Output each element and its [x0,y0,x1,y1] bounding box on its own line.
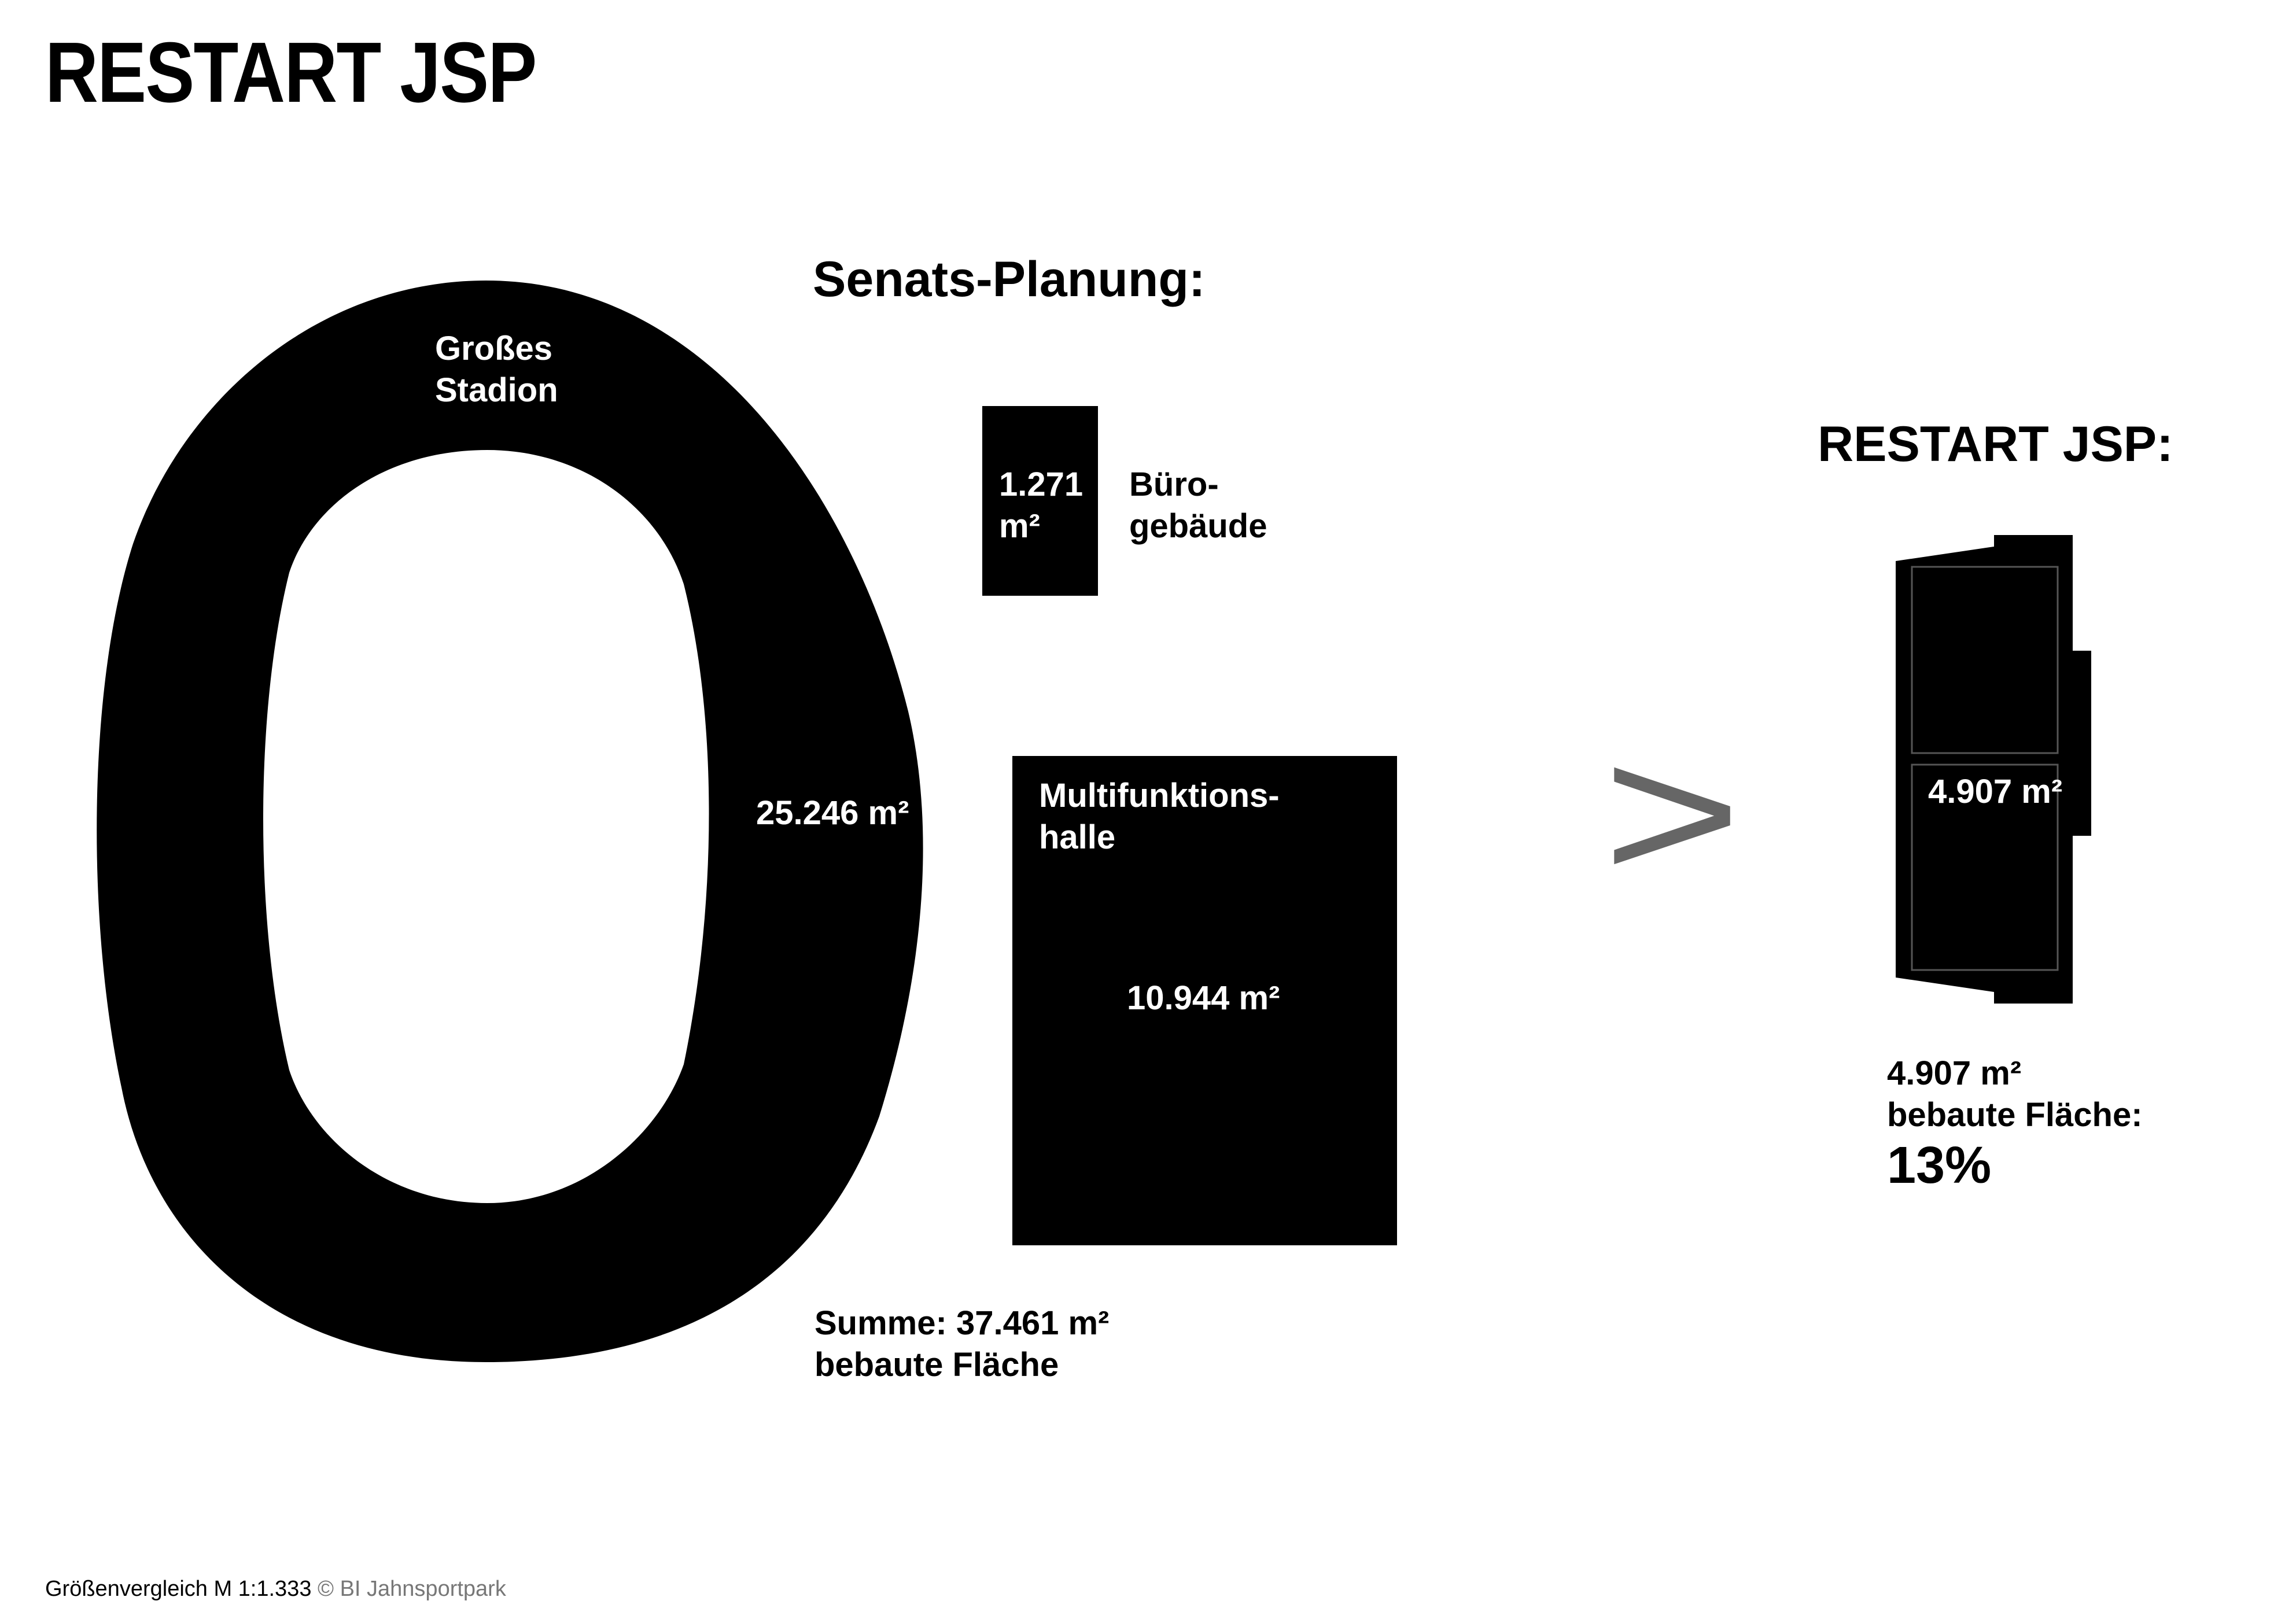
restart-percent: 13% [1887,1137,1992,1194]
restart-building [1896,535,2091,1004]
restart-heading: RESTART JSP: [1818,416,2173,472]
stadium-label [435,328,558,411]
office-area-line1: 1.271 [999,466,1083,503]
office-label-line1: Büro- [1129,466,1219,503]
office-area-line2: m² [999,507,1040,545]
greater-than-symbol: > [1602,706,1742,919]
hall-label [1039,775,1280,858]
stadium-label-line1: Großes [435,330,553,367]
restart-text-line2: bebaute Fläche: [1887,1096,2143,1134]
hall-label-line1: Multifunktions- [1039,777,1280,814]
restart-building-area-label: 4.907 m² [1928,773,2063,810]
office-label-line2: gebäude [1129,507,1267,545]
sum-line1: Summe: 37.461 m² [815,1304,1110,1342]
stadium-label-line2: Stadion [435,371,558,409]
page-title: RESTART JSP [45,25,536,120]
office-label [1129,464,1267,547]
footer-caption [45,1578,506,1600]
restart-text-line1: 4.907 m² [1887,1054,2022,1092]
office-area-value [999,464,1083,547]
hall-area-value: 10.944 m² [1127,979,1280,1017]
sum-text [815,1303,1109,1386]
restart-area-text [1887,1053,2143,1136]
footer-copyright: © BI Jahnsportpark [318,1577,506,1601]
senat-planning-heading: Senats-Planung: [813,252,1206,307]
footer-scale-text: Größenvergleich M 1:1.333 [45,1577,312,1601]
stadium-area-value: 25.246 m² [756,794,909,832]
sum-line2: bebaute Fläche [815,1346,1059,1384]
hall-label-line2: halle [1039,818,1116,856]
